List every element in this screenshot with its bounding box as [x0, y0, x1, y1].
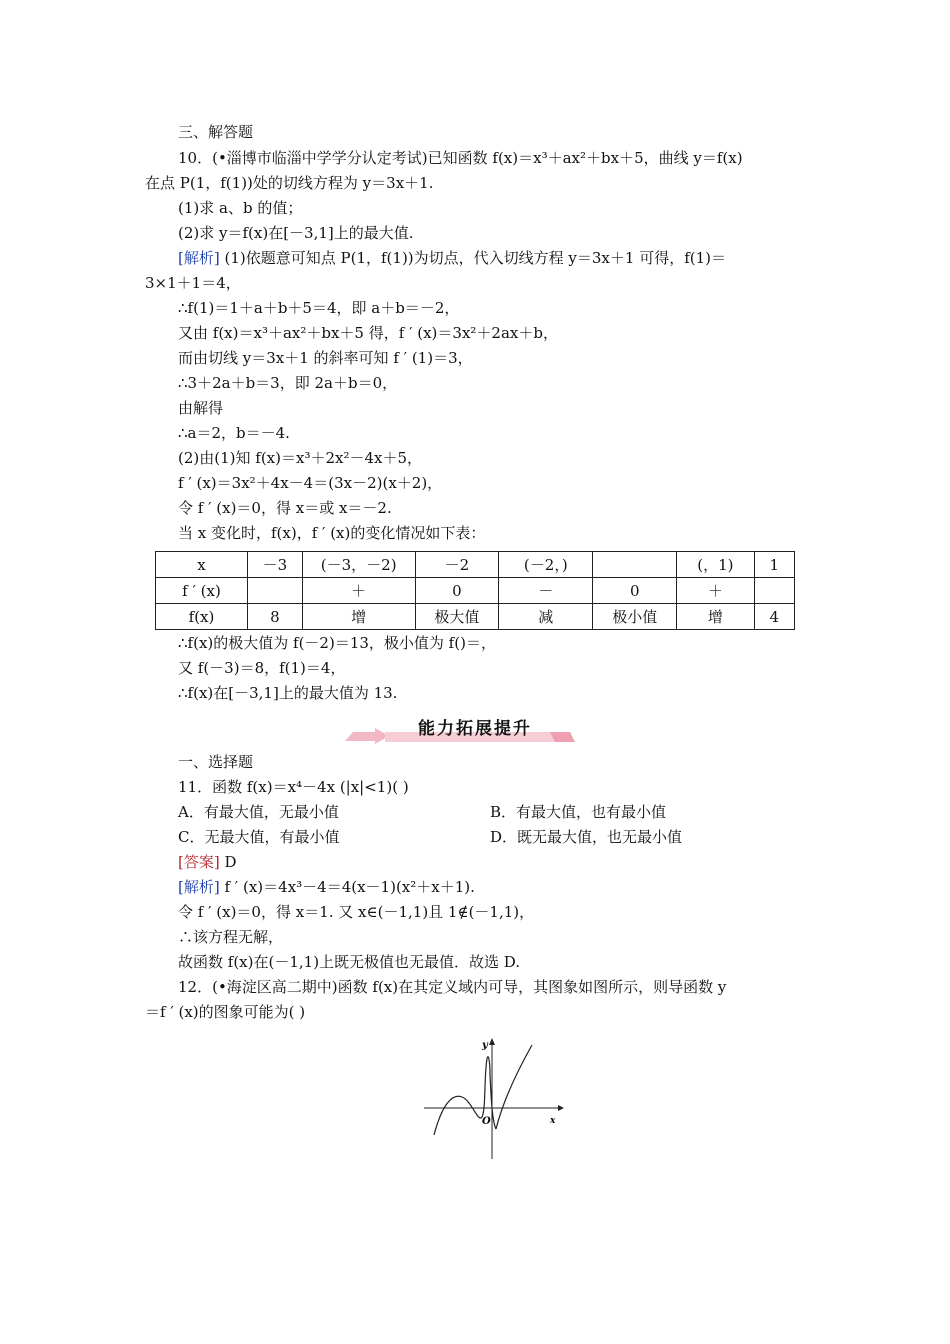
curve-right: [496, 1045, 532, 1129]
q10-conclusion-line3: ∴f(x)在[－3,1]上的最大值为 13.: [178, 684, 398, 702]
y-axis-label: y: [482, 1040, 488, 1051]
x-axis-label: x: [550, 1116, 556, 1126]
q10-solution-line3: ∴f(1)＝1＋a＋b＋5＝4，即 a＋b＝－2，: [178, 299, 460, 317]
section-title: 三、解答题: [178, 123, 254, 141]
q10-solution-line5: 而由切线 y＝3x＋1 的斜率可知 f ′ (1)＝3，: [178, 349, 473, 367]
table-cell: x: [156, 552, 248, 578]
table-cell: (，1): [677, 552, 755, 578]
q10-solution-line2: 3×1＋1＝4，: [145, 274, 241, 292]
banner-title: 能力拓展提升: [418, 719, 532, 739]
table-cell: 1: [754, 552, 794, 578]
q10-solution-line8: ∴a＝2，b＝－4.: [178, 424, 290, 442]
table-cell: (－3，－2): [302, 552, 415, 578]
q11-analysis-line1: [178, 877, 475, 897]
q10-solution-line11: 令 f ′ (x)＝0，得 x＝或 x＝－2.: [178, 499, 392, 517]
table-row: [156, 552, 795, 578]
q10-part2: (2)求 y＝f(x)在[－3,1]上的最大值.: [178, 224, 414, 242]
analysis-tag: [解析]: [178, 249, 220, 267]
variation-table: [155, 551, 795, 630]
y-axis-arrow-icon: [489, 1038, 495, 1045]
q10-conclusion-line1: ∴f(x)的极大值为 f(－2)＝13，极小值为 f()＝，: [178, 634, 496, 652]
q10-solution-line7: 由解得: [178, 399, 224, 417]
q10-stem-line1: 10．(•淄博市临淄中学学分认定考试)已知函数 f(x)＝x³＋ax²＋bx＋5，曲线 y＝f(x): [178, 149, 743, 167]
q10-stem-line2: 在点 P(1，f(1))处的切线方程为 y＝3x＋1.: [145, 174, 434, 192]
q11-option-d: D．既无最大值，也无最小值: [490, 828, 683, 846]
answer-value: D: [224, 853, 237, 871]
q11-option-c: C．无最大值，有最小值: [178, 828, 340, 846]
table-cell: 极小值: [593, 604, 677, 630]
analysis-tag: [解析]: [178, 878, 220, 896]
q11-analysis-line4: 故函数 f(x)在(－1,1)上既无极值也无最值．故选 D.: [178, 953, 521, 971]
table-cell: f(x): [156, 604, 248, 630]
table-cell: 极大值: [415, 604, 499, 630]
q10-part1: (1)求 a、b 的值；: [178, 199, 303, 217]
q11-analysis-line2: 令 f ′ (x)＝0，得 x＝1. 又 x∈(－1,1)且 1∉(－1,1)，: [178, 903, 535, 921]
q10-solution-line6: ∴3＋2a＋b＝3，即 2a＋b＝0，: [178, 374, 398, 392]
q10-solution-line4: 又由 f(x)＝x³＋ax²＋bx＋5 得，f ′ (x)＝3x²＋2ax＋b，: [178, 324, 558, 342]
answer-tag: [答案]: [178, 853, 220, 871]
table-cell: [248, 578, 303, 604]
table-row: [156, 578, 795, 604]
q10-solution-line12: 当 x 变化时，f(x)，f ′ (x)的变化情况如下表：: [178, 524, 486, 542]
q10-solution-line10: f ′ (x)＝3x²＋4x－4＝(3x－2)(x＋2)，: [178, 474, 443, 492]
q10-solution-line9: (2)由(1)知 f(x)＝x³＋2x²－4x＋5，: [178, 449, 423, 467]
x-axis-arrow-icon: [558, 1105, 564, 1111]
table-cell: ＋: [677, 578, 755, 604]
solution-text: (1)依题意可知点 P(1，f(1))为切点，代入切线方程 y＝3x＋1 可得，f(1)＝: [219, 249, 727, 267]
table-cell: 8: [248, 604, 303, 630]
q10-conclusion-line2: 又 f(－3)＝8，f(1)＝4，: [178, 659, 346, 677]
q12-stem-line2: ＝f ′ (x)的图象可能为( ): [145, 1003, 306, 1021]
q11-option-a: A．有最大值，无最小值: [178, 803, 339, 821]
table-cell: (－2，): [499, 552, 593, 578]
function-graph: [420, 1035, 565, 1160]
table-cell: 0: [593, 578, 677, 604]
q11-stem: 11．函数 f(x)＝x⁴－4x (|x|<1)( ): [178, 778, 409, 796]
q10-solution-line1: [178, 248, 726, 268]
table-cell: －: [499, 578, 593, 604]
section-banner: [345, 714, 575, 744]
table-cell: 增: [677, 604, 755, 630]
table-cell: [754, 578, 794, 604]
table-cell: －2: [415, 552, 499, 578]
table-cell: 0: [415, 578, 499, 604]
table-cell: [593, 552, 677, 578]
section-title: 一、选择题: [178, 753, 254, 771]
table-cell: －3: [248, 552, 303, 578]
table-cell: ＋: [302, 578, 415, 604]
table-cell: f ′ (x): [156, 578, 248, 604]
q11-option-b: B．有最大值，也有最小值: [490, 803, 667, 821]
origin-label: O: [482, 1116, 491, 1127]
table-row: [156, 604, 795, 630]
q12-stem-line1: 12．(•海淀区高二期中)函数 f(x)在其定义域内可导，其图象如图所示，则导函数 y: [178, 978, 727, 996]
q11-answer-line: [178, 852, 237, 872]
analysis-text: f ′ (x)＝4x³－4＝4(x－1)(x²＋x＋1).: [219, 878, 475, 896]
table-cell: 4: [754, 604, 794, 630]
table-cell: 增: [302, 604, 415, 630]
table-cell: 减: [499, 604, 593, 630]
q11-analysis-line3: ∴该方程无解，: [178, 928, 284, 946]
